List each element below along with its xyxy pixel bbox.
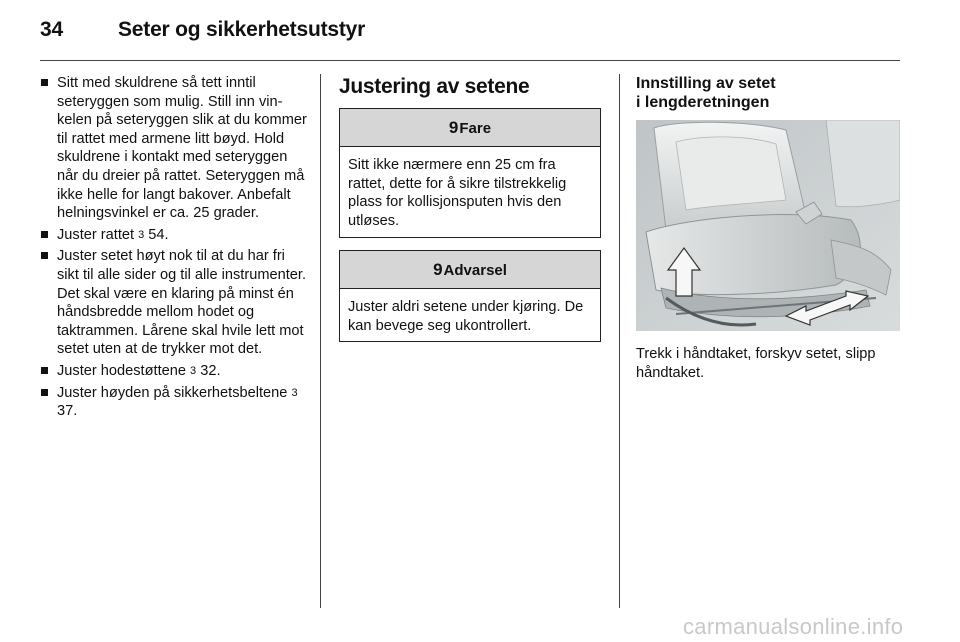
figure-caption: Trekk i håndtaket, forskyv setet, slipp håndtaket. — [636, 346, 876, 381]
warning-box — [339, 250, 601, 342]
danger-label: Fare — [459, 120, 492, 137]
column-divider-left — [320, 74, 321, 608]
page-ref-icon: 3 — [138, 228, 145, 241]
header-rule — [40, 60, 900, 61]
page-header — [40, 18, 365, 42]
column-divider-right — [619, 74, 620, 608]
list-item: Sitt med skuldrene så tett inntil seteryggen som mulig. Still inn vinkelen på seteryggen slik at du kommer til rattet med armene litt bøyd. Hold skuldrene i kontakt med seteryggen når du dreier på rattet. Seteryggen må ikke helle for langt bakover. Anbefalt helningsvinkel er ca. 25 grader. — [40, 74, 308, 223]
list-item: Juster setet høyt nok til at du har fri sikt til alle sider og til alle instrumenter. Det skal være en klaring på minst én håndsbredde mellom hodet og taktrammen. Lårene skal hvile lett mot setet uten at de trykker mot det. — [40, 247, 308, 359]
watermark: carmanualsonline.info — [683, 614, 904, 639]
warning-symbol-icon: 9 — [433, 260, 443, 279]
list-item: Juster rattet 3 54. — [40, 226, 308, 245]
section-title: Justering av setene — [339, 75, 530, 98]
page-number: 34 — [40, 18, 63, 41]
middle-column — [339, 74, 601, 350]
chapter-title: Seter og sikkerhetsutstyr — [118, 18, 366, 41]
list-item: Juster høyden på sikkerhetsbeltene 3 37. — [40, 384, 308, 421]
warning-label: Advarsel — [443, 262, 507, 279]
list-item: Juster hodestøttene 3 32. — [40, 362, 308, 381]
seating-advice-list — [40, 74, 308, 421]
page-ref-link[interactable]: 37. — [57, 403, 78, 420]
danger-symbol-icon: 9 — [448, 118, 459, 137]
seat-adjustment-illustration — [636, 120, 900, 331]
warning-box-header — [340, 251, 600, 289]
page-ref-icon: 3 — [190, 364, 197, 377]
left-column — [40, 74, 308, 424]
right-column — [636, 74, 902, 382]
subsection-title: Innstilling av setet i lengderetningen — [636, 75, 776, 111]
page-ref-link[interactable]: 54. — [148, 226, 169, 243]
page-ref-link[interactable]: 32. — [200, 362, 221, 379]
warning-text: Juster aldri setene under kjøring. De kan bevege seg ukontrollert. — [348, 299, 584, 334]
danger-text: Sitt ikke nærmere enn 25 cm fra rattet, dette for å sikre tilstrekkelig plass for kollisjonsputen hvis den utløses. — [348, 157, 567, 229]
danger-box-header — [340, 109, 600, 147]
page-ref-icon: 3 — [291, 386, 298, 399]
danger-box — [339, 108, 601, 238]
